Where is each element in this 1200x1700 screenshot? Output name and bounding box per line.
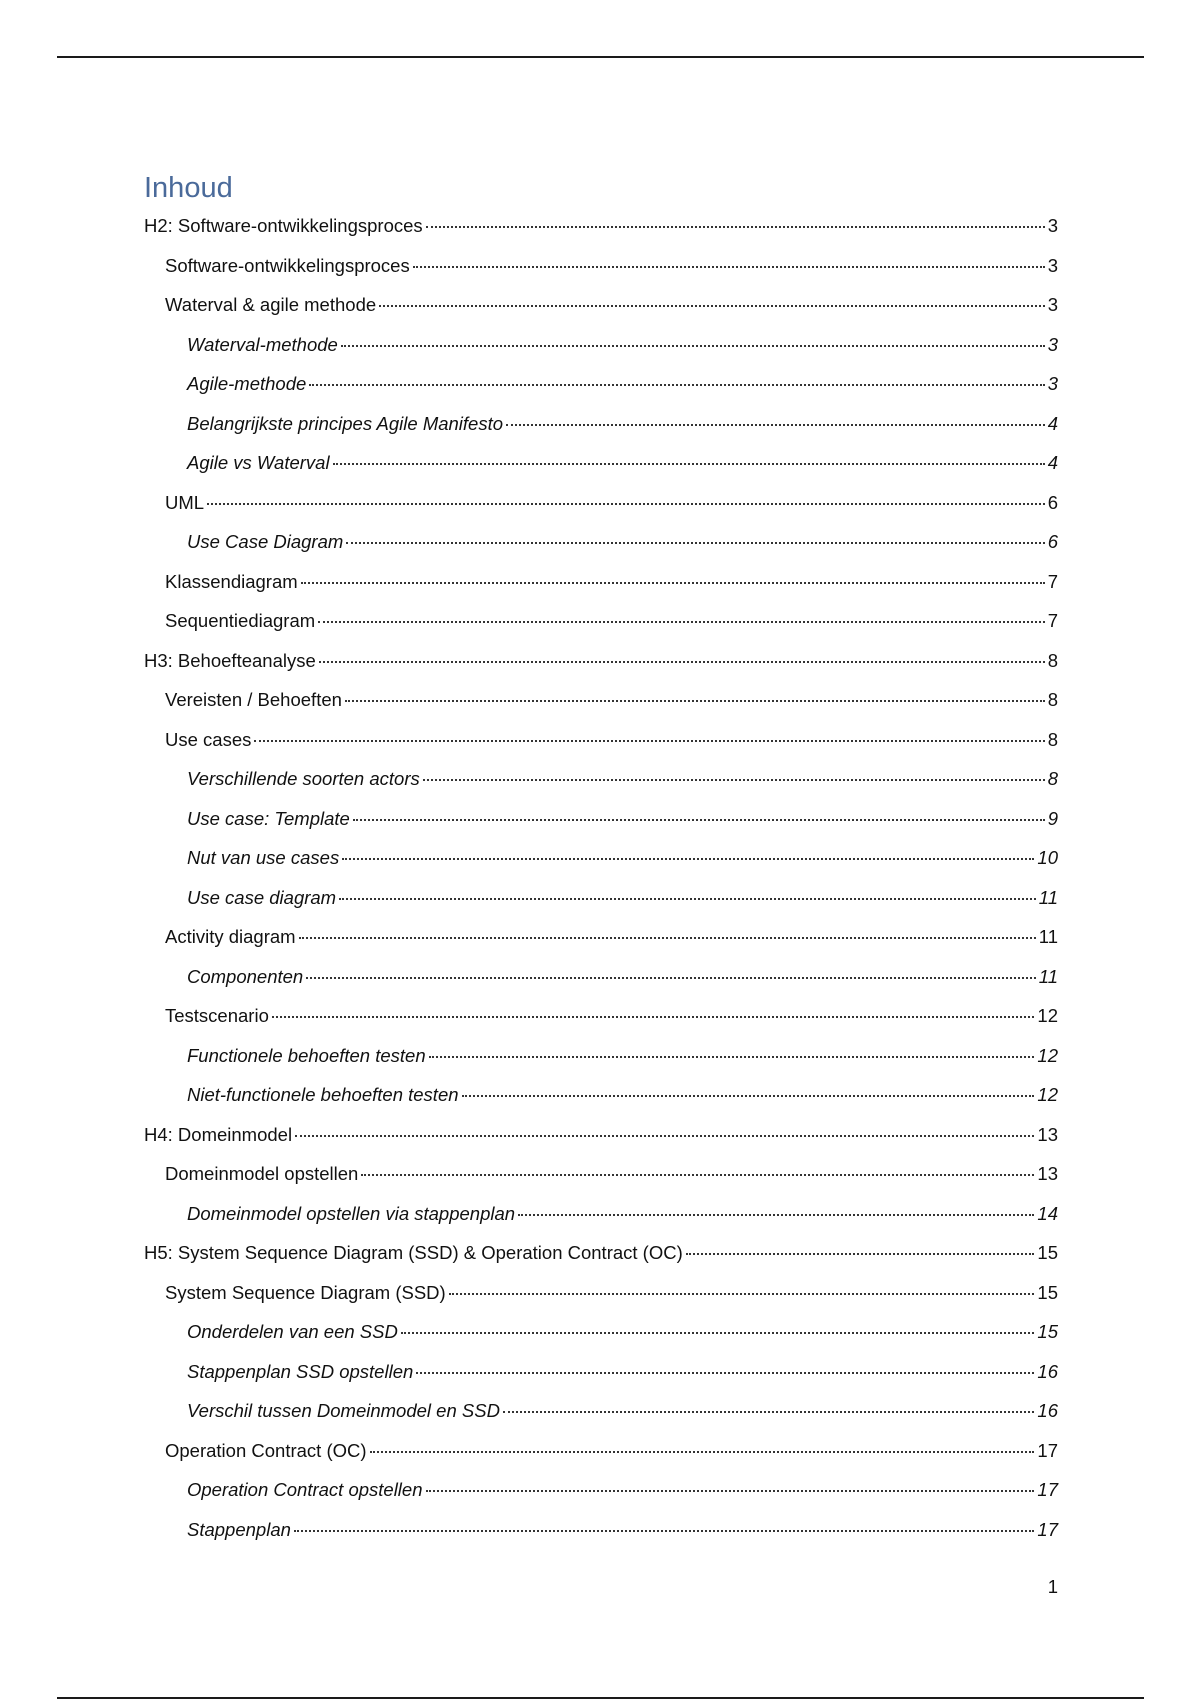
dot-leader — [429, 1056, 1035, 1058]
toc-entry-label: H5: System Sequence Diagram (SSD) & Operation Contract (OC) — [144, 1242, 683, 1263]
toc-entry-label: Nut van use cases — [187, 847, 340, 868]
toc-entry-label: Verschil tussen Domeinmodel en SSD — [187, 1400, 500, 1421]
toc-entry-label: Sequentiediagram — [165, 610, 316, 631]
toc-entry-page: 16 — [1037, 1360, 1058, 1382]
toc-entry[interactable] — [187, 767, 1058, 791]
toc-entry-label: Stappenplan — [187, 1518, 291, 1540]
toc-entry-label: Use case diagram — [187, 886, 337, 908]
toc-entry[interactable] — [165, 1162, 1058, 1186]
toc-entry[interactable] — [187, 1083, 1058, 1107]
toc-entry[interactable] — [187, 886, 1058, 910]
toc-entry[interactable] — [187, 1399, 1058, 1423]
toc-entry[interactable] — [187, 1518, 1058, 1542]
toc-entry-page: 11 — [1038, 886, 1058, 908]
toc-entry-label: Operation Contract (OC) — [165, 1439, 367, 1461]
toc-entry[interactable] — [165, 1004, 1058, 1028]
dot-leader — [299, 937, 1036, 939]
toc-entry-page: 13 — [1037, 1123, 1058, 1145]
toc-entry[interactable] — [165, 688, 1058, 712]
toc-entry-label: Agile vs Waterval — [187, 452, 330, 473]
dot-leader — [339, 898, 1036, 900]
toc-entry-label: Operation Contract opstellen — [187, 1479, 423, 1500]
toc-entry-label: Stappenplan SSD opstellen — [187, 1360, 414, 1382]
toc-entry-label: Componenten — [187, 965, 304, 987]
dot-leader — [426, 226, 1045, 228]
dot-leader — [503, 1411, 1034, 1413]
toc-entry[interactable] — [187, 1044, 1058, 1068]
toc-entry-page: 12 — [1037, 1084, 1058, 1105]
toc-entry-page: 14 — [1037, 1202, 1058, 1224]
toc-entry-label: Functionele behoeften testen — [187, 1044, 426, 1066]
toc-entry[interactable] — [187, 1202, 1058, 1226]
toc-entry-label: Agile-methode — [187, 373, 307, 394]
toc-entry-label: UML — [165, 491, 205, 513]
toc-entry-page: 16 — [1037, 1400, 1058, 1421]
dot-leader — [341, 345, 1045, 347]
footer-rule — [57, 1697, 1144, 1699]
toc-entry[interactable] — [165, 491, 1058, 515]
toc-entry-page: 17 — [1037, 1439, 1058, 1461]
toc-entry-label: H2: Software-ontwikkelingsproces — [144, 215, 423, 236]
toc-entry[interactable] — [187, 1360, 1058, 1384]
dot-leader — [506, 424, 1045, 426]
toc-entry-label: Waterval & agile methode — [165, 294, 377, 315]
toc-entry-page: 8 — [1047, 768, 1058, 789]
dot-leader — [294, 1530, 1035, 1532]
toc-entry-label: Waterval-methode — [187, 333, 338, 355]
toc-entry-label: Domeinmodel opstellen via stappenplan — [187, 1202, 516, 1224]
toc-entry-page: 9 — [1047, 807, 1058, 829]
toc-entry-label: Verschillende soorten actors — [187, 768, 420, 789]
dot-leader — [254, 740, 1044, 742]
toc-entry-label: Use Case Diagram — [187, 531, 344, 552]
toc-entry[interactable] — [187, 372, 1058, 396]
toc-entry-page: 3 — [1047, 254, 1058, 276]
toc-entry[interactable] — [144, 649, 1058, 673]
toc-entry[interactable] — [165, 570, 1058, 594]
toc-entry-page: 13 — [1037, 1163, 1058, 1184]
toc-entry[interactable] — [187, 846, 1058, 870]
toc-entry-page: 7 — [1047, 570, 1058, 592]
toc-entry[interactable] — [144, 1123, 1058, 1147]
dot-leader — [318, 621, 1045, 623]
dot-leader — [423, 779, 1045, 781]
toc-entry[interactable] — [165, 925, 1058, 949]
dot-leader — [518, 1214, 1034, 1216]
toc-entry[interactable] — [187, 1478, 1058, 1502]
dot-leader — [345, 700, 1045, 702]
dot-leader — [361, 1174, 1034, 1176]
dot-leader — [272, 1016, 1035, 1018]
toc-entry-page: 17 — [1037, 1479, 1058, 1500]
dot-leader — [413, 266, 1045, 268]
dot-leader — [379, 305, 1045, 307]
toc-entry[interactable] — [187, 965, 1058, 989]
toc-entry-page: 4 — [1047, 452, 1058, 473]
toc-entry[interactable] — [165, 728, 1058, 752]
toc-entry[interactable] — [187, 333, 1058, 357]
toc-entry-page: 11 — [1038, 926, 1058, 947]
toc-entry-page: 8 — [1047, 689, 1058, 710]
toc-entry-page: 17 — [1037, 1518, 1058, 1540]
dot-leader — [301, 582, 1045, 584]
toc-entry-label: H4: Domeinmodel — [144, 1123, 293, 1145]
page-number: 1 — [1047, 1576, 1058, 1597]
toc-entry[interactable] — [165, 293, 1058, 317]
dot-leader — [333, 463, 1045, 465]
toc-entry-page: 8 — [1047, 649, 1058, 671]
toc-entry-page: 4 — [1047, 412, 1058, 434]
toc-entry-page: 3 — [1047, 373, 1058, 394]
dot-leader — [342, 858, 1034, 860]
toc-entry-label: Testscenario — [165, 1005, 269, 1026]
dot-leader — [449, 1293, 1035, 1295]
toc-entry[interactable] — [165, 1281, 1058, 1305]
dot-leader — [319, 661, 1045, 663]
toc-entry-label: Onderdelen van een SSD — [187, 1321, 398, 1342]
toc-entry[interactable] — [187, 451, 1058, 475]
toc-entry[interactable] — [187, 412, 1058, 436]
header-rule — [57, 56, 1144, 58]
toc-entry[interactable] — [187, 807, 1058, 831]
toc-entry[interactable] — [144, 1241, 1058, 1265]
toc-entry-label: Use case: Template — [187, 807, 350, 829]
dot-leader — [295, 1135, 1034, 1137]
dot-leader — [401, 1332, 1035, 1334]
toc-entry-page: 10 — [1037, 847, 1058, 868]
dot-leader — [416, 1372, 1034, 1374]
toc-entry-page: 7 — [1047, 610, 1058, 631]
toc-entry-label: Domeinmodel opstellen — [165, 1163, 359, 1184]
dot-leader — [462, 1095, 1035, 1097]
toc-entry-label: H3: Behoefteanalyse — [144, 649, 316, 671]
toc-entry[interactable] — [165, 254, 1058, 278]
toc-entry-page: 3 — [1047, 333, 1058, 355]
toc-entry-page: 11 — [1038, 965, 1058, 987]
toc-entry-label: Use cases — [165, 728, 252, 750]
toc-entry-page: 3 — [1047, 215, 1058, 236]
table-of-contents — [144, 168, 1058, 1540]
toc-entry[interactable] — [187, 1320, 1058, 1344]
toc-entry-page: 12 — [1037, 1044, 1058, 1066]
toc-entry-label: Klassendiagram — [165, 570, 298, 592]
toc-entry-label: Belangrijkste principes Agile Manifesto — [187, 412, 504, 434]
dot-leader — [207, 503, 1045, 505]
toc-entry-label: Activity diagram — [165, 926, 296, 947]
toc-entry-page: 15 — [1037, 1281, 1058, 1303]
toc-entry-label: System Sequence Diagram (SSD) — [165, 1281, 446, 1303]
toc-entry-page: 6 — [1047, 531, 1058, 552]
dot-leader — [309, 384, 1044, 386]
toc-entry[interactable] — [144, 214, 1058, 238]
toc-title: Inhoud — [144, 172, 233, 204]
toc-entry-page: 3 — [1047, 294, 1058, 315]
toc-entry[interactable] — [165, 1439, 1058, 1463]
toc-entry-label: Software-ontwikkelingsproces — [165, 254, 410, 276]
dot-leader — [306, 977, 1036, 979]
dot-leader — [353, 819, 1045, 821]
toc-entry-page: 12 — [1037, 1005, 1058, 1026]
toc-entry[interactable] — [165, 609, 1058, 633]
toc-entry[interactable] — [187, 530, 1058, 554]
dot-leader — [686, 1253, 1035, 1255]
dot-leader — [346, 542, 1044, 544]
toc-entry-page: 15 — [1037, 1321, 1058, 1342]
toc-entry-page: 8 — [1047, 728, 1058, 750]
toc-entry-label: Niet-functionele behoeften testen — [187, 1084, 459, 1105]
toc-entry-label: Vereisten / Behoeften — [165, 689, 342, 710]
toc-entry-page: 15 — [1037, 1242, 1058, 1263]
toc-entry-page: 6 — [1047, 491, 1058, 513]
dot-leader — [370, 1451, 1035, 1453]
dot-leader — [426, 1490, 1035, 1492]
